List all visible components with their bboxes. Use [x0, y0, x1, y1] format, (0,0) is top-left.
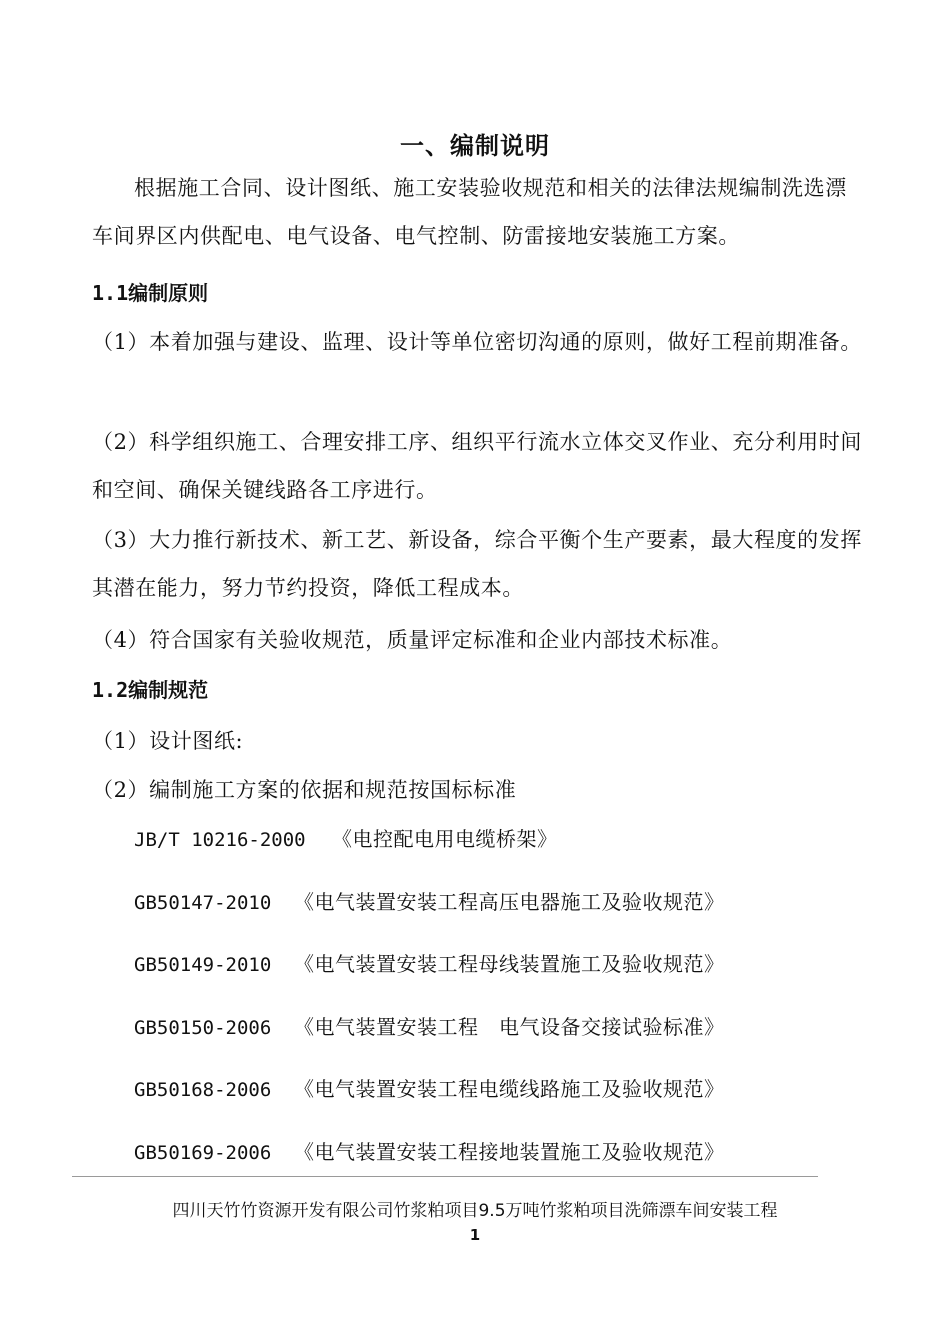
standard-code: GB50149-2010 — [134, 954, 272, 976]
principle-item-3: （3）大力推行新技术、新工艺、新设备，综合平衡个生产要素，最大程度的发挥其潜在能力，努力节约投资，降低工程成本。 — [92, 528, 862, 600]
page-number: 1 — [469, 1226, 481, 1244]
principle-item-1: （1）本着加强与建设、监理、设计等单位密切沟通的原则，做好工程前期准备。 — [92, 330, 862, 354]
standard-row — [134, 1074, 725, 1105]
standard-row — [134, 1137, 725, 1168]
intro-paragraph: 根据施工合同、设计图纸、施工安装验收规范和相关的法律法规编制洗选漂车间界区内供配电、电气设备、电气控制、防雷接地安装施工方案。 — [92, 176, 847, 248]
page-title: 一、编制说明 — [400, 131, 550, 160]
section-1-1-heading — [92, 278, 208, 308]
standard-name: 《电控配电用电缆桥架》 — [332, 827, 558, 851]
section-1-2-number: 1.2 — [92, 678, 129, 702]
standard-code: JB/T 10216-2000 — [134, 829, 306, 851]
principle-item-4: （4）符合国家有关验收规范，质量评定标准和企业内部技术标准。 — [92, 628, 733, 652]
standard-name: 《电气装置安装工程母线装置施工及验收规范》 — [294, 952, 725, 976]
standard-row — [134, 887, 725, 918]
footer-project-name: 四川天竹竹资源开发有限公司竹浆粕项目9.5万吨竹浆粕项目洗筛漂车间安装工程 — [172, 1201, 778, 1221]
section-1-2-heading — [92, 675, 208, 705]
section-1-1-title: 编制原则 — [128, 281, 209, 305]
standard-code: GB50147-2010 — [134, 892, 272, 914]
standard-name: 《电气装置安装工程 电气设备交接试验标准》 — [294, 1015, 725, 1039]
footer-divider — [72, 1176, 818, 1177]
standard-name: 《电气装置安装工程电缆线路施工及验收规范》 — [294, 1077, 725, 1101]
principle-item-2: （2）科学组织施工、合理安排工序、组织平行流水立体交叉作业、充分利用时间和空间、确保关键线路各工序进行。 — [92, 430, 862, 502]
spec-item-2: （2）编制施工方案的依据和规范按国标标准 — [92, 778, 517, 802]
spec-item-1: （1）设计图纸: — [92, 729, 244, 753]
standard-name: 《电气装置安装工程高压电器施工及验收规范》 — [294, 890, 725, 914]
standard-row — [134, 1012, 725, 1043]
section-1-1-number: 1.1 — [92, 281, 129, 305]
standard-code: GB50168-2006 — [134, 1079, 272, 1101]
standard-code: GB50169-2006 — [134, 1142, 272, 1164]
standard-code: GB50150-2006 — [134, 1017, 272, 1039]
section-1-2-title: 编制规范 — [128, 678, 209, 702]
standard-row — [134, 949, 725, 980]
standard-row — [134, 824, 558, 855]
standard-name: 《电气装置安装工程接地装置施工及验收规范》 — [294, 1140, 725, 1164]
